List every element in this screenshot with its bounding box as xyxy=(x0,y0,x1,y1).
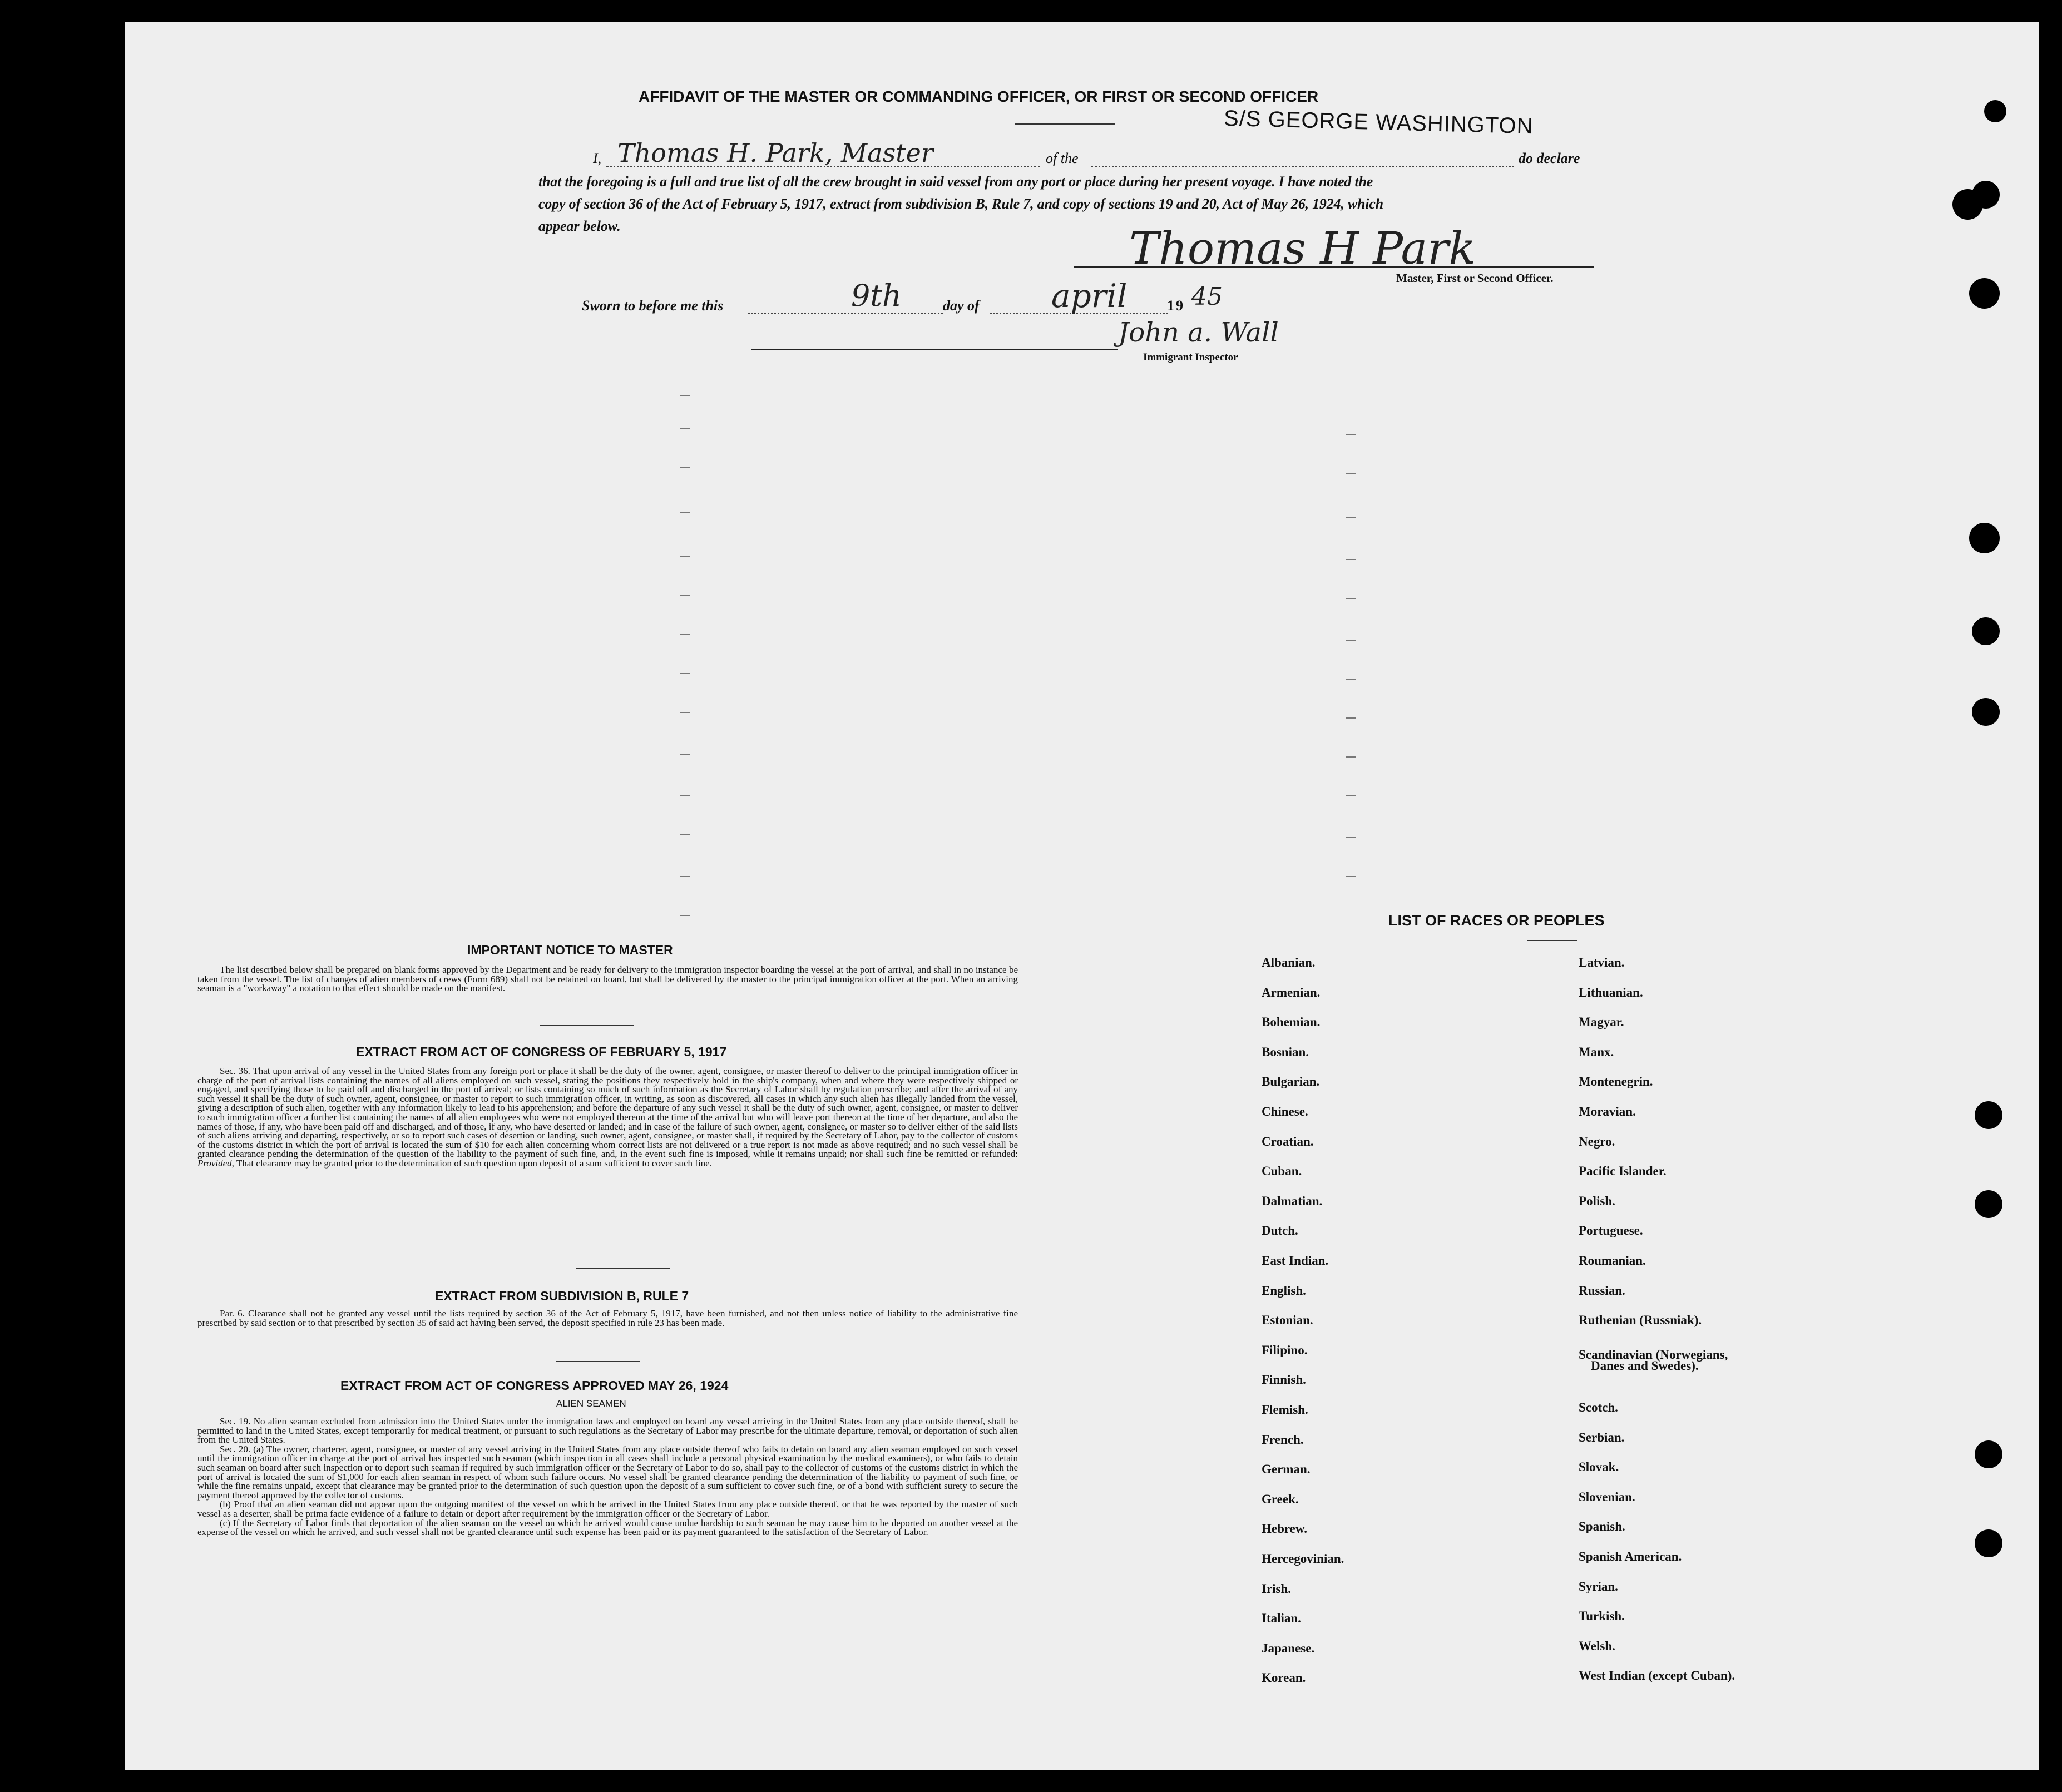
day-of-label: day of xyxy=(943,298,980,314)
race-scandinavian-cont: Danes and Swedes). xyxy=(1591,1359,1699,1373)
race-item: Latvian. xyxy=(1579,956,1625,969)
race-item: Irish. xyxy=(1262,1581,1292,1596)
race-item: Roumanian. xyxy=(1579,1254,1646,1268)
sworn-day-line xyxy=(748,313,943,314)
sec36-body: Sec. 36. That upon arrival of any vessel in the United States from any foreign port or place it shall be the duty of the owner, agent, consignee, or master thereof to deliver to the principal immigration officer in charge of the port of arrival lists containing the names of all aliens employed on such vessel, stating the positions they respectively hold in the ship's company, when and where they were respectively shipped or engaged, and specifying those to be paid off and discharged in the port of arrival; or lists containing so much of such information as the Secretary of Labor shall by regulation prescribe; and after the arrival of any such vessel it shall be the duty of such owner, agent, consignee, or master to report to such immigration officer, in writing, as soon as discovered, all cases in which any such alien has illegally landed from the vessel, giving a description of such alien, together with any information likely to lead to his apprehension; and before the departure of any such vessel it shall be the duty of such owner, agent, consignee, or master to deliver to such immigration officer a further list containing the names of all alien employees who were not employed thereon at the time of the arrival but who will leave port thereon at the time of her departure, and also the names of those, if any, who have been paid off and discharged, and of those, if any, who have deserted or landed; and in case of the failure of such owner, agent, consignee, or master so to deliver either of the said lists of such aliens arriving and departing, respectively, or so to report such cases of desertion or landing, such owner, agent, consignee, or master shall, if required by the Secretary of Labor, pay to the collector of customs of the customs district in which the port of arrival is located the sum of $10 for each alien concerning whom correct lists are not delivered or a true report is not made as above required; and no such vessel shall be granted clearance pending the determination of the question of the liability to the payment of such fine, and, in the event such fine is imposed, while it remains unpaid; nor shall such fine be remitted or refunded: xyxy=(197,1066,1018,1160)
race-item: Dalmatian. xyxy=(1262,1194,1323,1208)
punch-hole xyxy=(1975,1101,2002,1129)
do-declare-label: do declare xyxy=(1519,150,1580,166)
races-title: LIST OF RACES OR PEOPLES xyxy=(1388,912,1605,929)
of-the-label: of the xyxy=(1046,150,1079,166)
race-item: Manx. xyxy=(1579,1044,1614,1059)
race-item: Montenegrin. xyxy=(1579,1075,1653,1089)
race-item: Ruthenian (Russniak). xyxy=(1579,1313,1702,1328)
race-item: Turkish. xyxy=(1579,1609,1625,1623)
punch-hole xyxy=(1969,523,2000,553)
sec36-end: That clearance may be granted prior to the determination of such question upon deposit of a sum sufficient to cover such fine. xyxy=(236,1157,712,1169)
race-item: Scandinavian (Norwegians, xyxy=(1579,1347,1728,1362)
race-item: Korean. xyxy=(1262,1671,1306,1685)
race-item: Cuban. xyxy=(1262,1164,1302,1179)
year-suffix: 45 xyxy=(1191,283,1223,311)
title-divider xyxy=(1015,123,1115,125)
extract-rule7-title: EXTRACT FROM SUBDIVISION B, RULE 7 xyxy=(435,1289,689,1303)
punch-hole xyxy=(1972,617,2000,645)
sworn-label: Sworn to before me this xyxy=(582,298,724,314)
declarant-name: Thomas H. Park, Master xyxy=(617,138,933,168)
race-item: Scotch. xyxy=(1579,1400,1618,1414)
master-signature: Thomas H Park xyxy=(1129,222,1476,274)
alien-seamen-subtitle: ALIEN SEAMEN xyxy=(556,1398,626,1409)
year-prefix: 19 xyxy=(1167,298,1185,314)
i-label: I, xyxy=(593,150,602,166)
extract-1924-title: EXTRACT FROM ACT OF CONGRESS APPROVED MAY 26, 1924 xyxy=(340,1378,729,1393)
race-item: Hercegovinian. xyxy=(1262,1552,1344,1566)
inspector-signature: John a. Wall xyxy=(1118,317,1279,348)
divider xyxy=(540,1025,634,1026)
race-item: Portuguese. xyxy=(1579,1224,1643,1238)
vessel-line xyxy=(1091,166,1514,167)
race-item: Pacific Islander. xyxy=(1579,1164,1667,1179)
affidavit-body-line2: copy of section 36 of the Act of February 5, 1917, extract from subdivision B, Rule 7, and copy of sections 19 and 20, Act of May 26, 1924, which xyxy=(538,196,1383,212)
punch-hole xyxy=(1975,1190,2002,1218)
sworn-day: 9th xyxy=(851,278,902,313)
race-item: Magyar. xyxy=(1579,1015,1624,1029)
divider xyxy=(556,1361,640,1362)
race-item: Bulgarian. xyxy=(1262,1075,1320,1089)
race-item: Finnish. xyxy=(1262,1373,1306,1387)
punch-hole xyxy=(1969,278,2000,309)
race-item: Spanish. xyxy=(1579,1519,1625,1534)
punch-hole xyxy=(1975,1440,2002,1468)
proviso: Provided, xyxy=(197,1157,234,1169)
race-item: Chinese. xyxy=(1262,1105,1308,1118)
affidavit-title: AFFIDAVIT OF THE MASTER OR COMMANDING OFFICER, OR FIRST OR SECOND OFFICER xyxy=(639,88,1319,105)
race-item: Greek. xyxy=(1262,1492,1299,1506)
race-item: Polish. xyxy=(1579,1194,1615,1208)
race-item: Lithuanian. xyxy=(1579,985,1643,999)
race-item: Hebrew. xyxy=(1262,1522,1307,1536)
race-item: Negro. xyxy=(1579,1134,1615,1149)
race-item: Albanian. xyxy=(1262,956,1316,969)
race-item: French. xyxy=(1262,1432,1304,1447)
affidavit-body-line1: that the foregoing is a full and true list of all the crew brought in said vessel from any port or place during her present voyage. I have noted the xyxy=(538,174,1373,190)
master-signature-caption: Master, First or Second Officer. xyxy=(1396,271,1554,285)
race-item: Spanish American. xyxy=(1579,1550,1682,1563)
sec19-body: Sec. 19. No alien seaman excluded from admission into the United States under the immigration laws and employed on board any vessel arriving in the United States from any place outside thereof, shall be permitted to land in the United States, except temporarily for medical treatment, or pursuant to such regulations as the Secretary of Labor may prescribe for the ultimate departure, removal, or deportation of such alien from the United States. xyxy=(197,1416,1018,1446)
races-divider xyxy=(1527,940,1577,941)
race-item: Armenian. xyxy=(1262,985,1321,999)
affidavit-body-line3: appear below. xyxy=(538,218,621,234)
race-item: Japanese. xyxy=(1262,1641,1315,1655)
race-item: Slovenian. xyxy=(1579,1489,1635,1504)
extract-1917-title: EXTRACT FROM ACT OF CONGRESS OF FEBRUARY 5, 1917 xyxy=(356,1044,727,1059)
inspector-signature-line xyxy=(751,349,1118,350)
extract-rule7-text xyxy=(197,1309,1018,1328)
race-item: West Indian (except Cuban). xyxy=(1579,1669,1735,1683)
sec20b-body: (b) Proof that an alien seaman did not appear upon the outgoing manifest of the vessel on which he arrived in the United States from any place outside thereof, or that he was reported by the master of such vessel as a deserter, shall be prima facie evidence of a failure to detain or deport after requirement by the immigration officer or the Secretary of Labor. xyxy=(197,1499,1018,1519)
punch-hole xyxy=(1975,1529,2002,1557)
race-item: Italian. xyxy=(1262,1611,1301,1626)
extract-1917-text xyxy=(197,1067,1018,1169)
race-item: Welsh. xyxy=(1579,1638,1615,1653)
sworn-month: april xyxy=(1051,277,1128,315)
race-item: Estonian. xyxy=(1262,1313,1313,1328)
notice-text xyxy=(197,966,1018,993)
race-item: Moravian. xyxy=(1579,1105,1636,1118)
inspector-caption: Immigrant Inspector xyxy=(1143,352,1238,363)
punch-hole xyxy=(1984,100,2006,122)
notice-body: The list described below shall be prepared on blank forms approved by the Department and be ready for delivery to the immigration inspector boarding the vessel at the port of arrival, and shall in no instance be taken from the vessel. The list of changes of alien members of crews (Form 689) shall not be retained on board, but shall be delivered by the master to the principal immigration officer at the port. When an arriving seaman is a "workaway" a notation to that effect should be made on the manifest. xyxy=(197,964,1018,994)
race-item: Bosnian. xyxy=(1262,1044,1309,1059)
race-item: German. xyxy=(1262,1462,1311,1477)
divider xyxy=(576,1268,670,1269)
punch-hole xyxy=(1972,698,2000,726)
extract-1924-text xyxy=(197,1417,1018,1537)
race-item: Syrian. xyxy=(1579,1579,1618,1593)
sec20a-body: Sec. 20. (a) The owner, charterer, agent, consignee, or master of any vessel arriving in the United States from any place outside thereof who fails to detain on board any alien seaman employed on such vessel until the immigration officer in charge at the port of arrival has inspected such seaman (which inspection in all cases shall include a personal physical examination by the medical examiners), or who fails to detain such seaman on board after such inspection or to deport such seaman if required by such immigration officer or the Secretary of Labor to do so, shall pay to the collector of customs of the customs district in which the port of arrival is located the sum of $1,000 for each alien seaman in respect of whom such failure occurs. No vessel shall be granted clearance pending the determination of the liability to payment of such fine, or while the fine remains unpaid, except that clearance may be granted prior to the determination of such question upon the deposit of a sum sufficient to cover such fine, or of a bond with sufficient surety to secure the payment thereof approved by the collector of customs. xyxy=(197,1443,1018,1501)
race-item: Serbian. xyxy=(1579,1430,1625,1444)
race-item: East Indian. xyxy=(1262,1254,1329,1268)
notice-title: IMPORTANT NOTICE TO MASTER xyxy=(467,943,673,957)
rule7-body: Par. 6. Clearance shall not be granted any vessel until the lists required by section 36 of the Act of February 5, 1917, have been furnished, and not then unless notice of liability to the administrative fine prescribed by said section or to that prescribed by section 35 of said act having been served, the deposit specified in rule 23 has been made. xyxy=(197,1308,1018,1328)
race-item: Dutch. xyxy=(1262,1224,1298,1238)
race-item: Bohemian. xyxy=(1262,1015,1321,1029)
race-item: English. xyxy=(1262,1283,1306,1298)
race-item: Filipino. xyxy=(1262,1343,1308,1357)
race-item: Flemish. xyxy=(1262,1403,1308,1417)
punch-hole xyxy=(1952,189,1983,220)
race-item: Slovak. xyxy=(1579,1460,1619,1474)
vessel-name-stamp: S/S GEORGE WASHINGTON xyxy=(1223,106,1534,139)
race-item: Russian. xyxy=(1579,1283,1625,1298)
sec20c-body: (c) If the Secretary of Labor finds that deportation of the alien seaman on the vessel on which he arrived would cause undue hardship to such seaman he may cause him to be deported on another vessel at the expense of the vessel on which he arrived, and such vessel shall not be granted clearance until such expense has been paid or its payment guaranteed to the satisfaction of the Secretary of Labor. xyxy=(197,1517,1018,1538)
race-item: Croatian. xyxy=(1262,1134,1314,1149)
